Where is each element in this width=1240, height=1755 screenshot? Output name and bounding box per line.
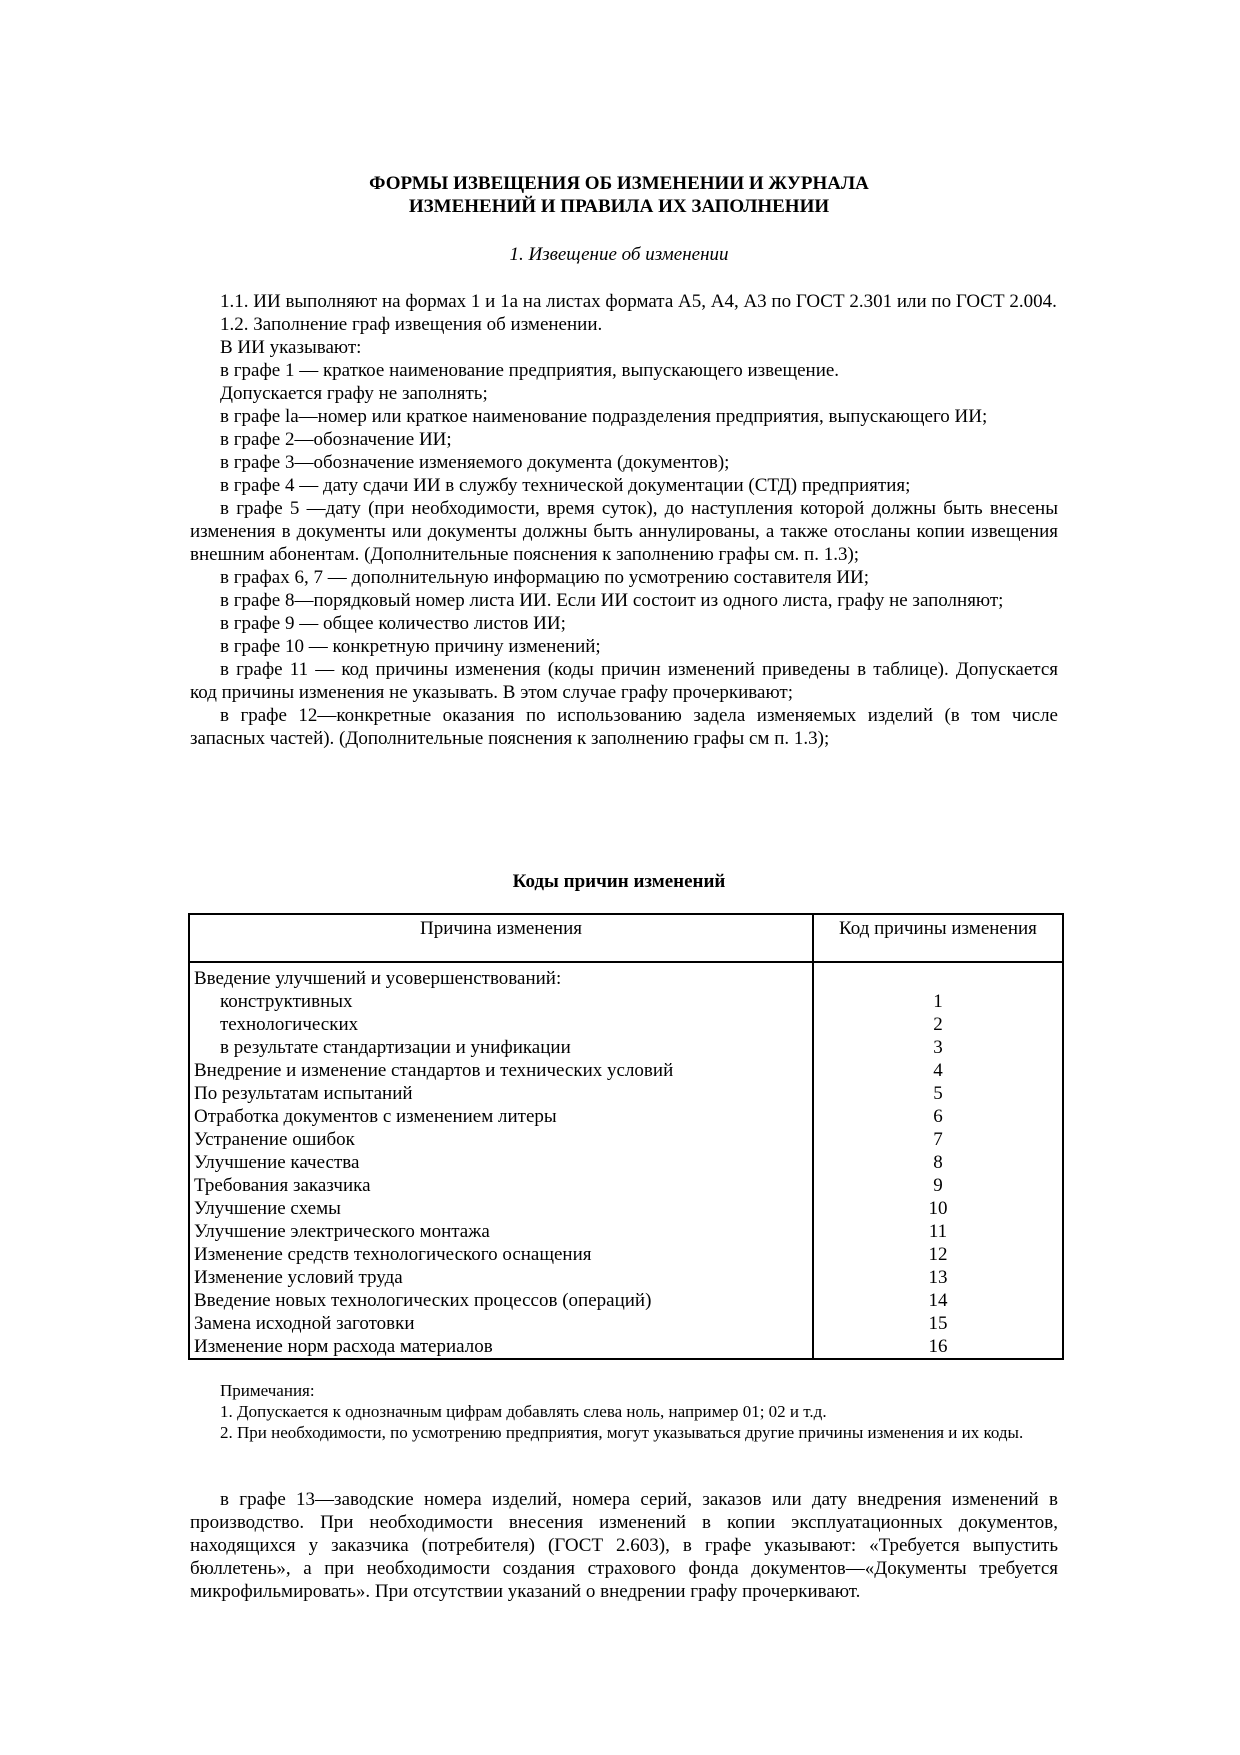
table-row: [189, 1036, 1063, 1059]
table-row: [189, 1335, 1063, 1359]
code-cell: 15: [813, 1312, 1063, 1335]
reason-cell: конструктивных: [189, 990, 813, 1013]
paragraph: В ИИ указывают:: [220, 337, 362, 358]
reason-cell: Улучшение схемы: [189, 1197, 813, 1220]
table-row: [189, 1082, 1063, 1105]
code-cell: 4: [813, 1059, 1063, 1082]
table-row: [189, 1105, 1063, 1128]
table-header-row: [189, 914, 1063, 962]
reason-cell: Улучшение электрического монтажа: [189, 1220, 813, 1243]
reason-cell: Введение улучшений и усовершенствований:: [189, 962, 813, 990]
table-row: [189, 1243, 1063, 1266]
reason-cell: Требования заказчика: [189, 1174, 813, 1197]
table-row: [189, 990, 1063, 1013]
body-text-continued: [190, 1488, 1058, 1603]
table-row: [189, 1220, 1063, 1243]
code-cell: [813, 962, 1063, 990]
paragraph: в графе 12—конкретные оказания по использованию задела изменяемых изделий (в том числе запасных частей). (Дополнительные пояснения к заполнению графы см п. 1.3);: [190, 705, 1058, 749]
reason-cell: Внедрение и изменение стандартов и технических условий: [189, 1059, 813, 1082]
code-cell: 10: [813, 1197, 1063, 1220]
notes-block: [190, 1380, 1058, 1443]
paragraph: в графах 6, 7 — дополнительную информацию по усмотрению составителя ИИ;: [220, 567, 870, 588]
reason-cell: Замена исходной заготовки: [189, 1312, 813, 1335]
reason-cell: Устранение ошибок: [189, 1128, 813, 1151]
table-row: [189, 1289, 1063, 1312]
paragraph: в графе 10 — конкретную причину изменений;: [220, 636, 601, 657]
code-cell: 16: [813, 1335, 1063, 1359]
table-title: Коды причин изменений: [512, 871, 726, 892]
code-cell: 8: [813, 1151, 1063, 1174]
note-item: 1. Допускается к однозначным цифрам добавлять слева ноль, например 01; 02 и т.д.: [220, 1402, 827, 1421]
paragraph: Допускается графу не заполнять;: [220, 383, 488, 404]
code-cell: 6: [813, 1105, 1063, 1128]
code-cell: 7: [813, 1128, 1063, 1151]
reason-cell: Изменение средств технологического оснащения: [189, 1243, 813, 1266]
body-text: [190, 290, 1058, 750]
column-header-reason: Причина изменения: [189, 914, 813, 962]
title-line-1: ФОРМЫ ИЗВЕЩЕНИЯ ОБ ИЗМЕНЕНИИ И ЖУРНАЛА: [369, 173, 869, 194]
table-row: [189, 1174, 1063, 1197]
table-row: [189, 962, 1063, 990]
code-cell: 5: [813, 1082, 1063, 1105]
code-cell: 14: [813, 1289, 1063, 1312]
paragraph: 1.2. Заполнение граф извещения об изменении.: [220, 314, 603, 335]
change-codes-table: [188, 913, 1064, 1360]
table-row: [189, 1013, 1063, 1036]
table-row: [189, 1059, 1063, 1082]
note-item: 2. При необходимости, по усмотрению предприятия, могут указываться другие причины изменения и их коды.: [220, 1423, 1024, 1442]
document-title: [190, 172, 1048, 218]
paragraph: в графе 1 — краткое наименование предприятия, выпускающего извещение.: [220, 360, 840, 381]
paragraph: в графе 2—обозначение ИИ;: [220, 429, 452, 450]
code-cell: 3: [813, 1036, 1063, 1059]
paragraph: в графе 4 — дату сдачи ИИ в службу технической документации (СТД) предприятия;: [220, 475, 911, 496]
paragraph: в графе 9 — общее количество листов ИИ;: [220, 613, 566, 634]
reason-cell: в результате стандартизации и унификации: [189, 1036, 813, 1059]
paragraph: в графе 3—обозначение изменяемого документа (документов);: [220, 452, 730, 473]
code-cell: 11: [813, 1220, 1063, 1243]
reason-cell: Улучшение качества: [189, 1151, 813, 1174]
table-row: [189, 1312, 1063, 1335]
paragraph: в графе 11 — код причины изменения (коды причин изменений приведены в таблице). Допускается код причины изменения не указывать. В этом случае графу прочеркивают;: [190, 659, 1058, 703]
code-cell: 9: [813, 1174, 1063, 1197]
notes-heading: Примечания:: [220, 1381, 315, 1400]
code-cell: 2: [813, 1013, 1063, 1036]
table-row: [189, 1197, 1063, 1220]
section-title: 1. Извещение об изменении: [509, 244, 729, 265]
table-row: [189, 1266, 1063, 1289]
reason-cell: Изменение условий труда: [189, 1266, 813, 1289]
paragraph: в графе 13—заводские номера изделий, номера серий, заказов или дату внедрения изменений в производство. При необходимости внесения изменений в копии эксплуатационных документов, находящихся у заказчика (потребителя) (ГОСТ 2.603), в графе указывают: «Требуется выпустить бюллетень», а при необходимости создания страхового фонда документов—«Документы требуется микрофильмировать». При отсутствии указаний о внедрении графу прочеркивают.: [190, 1489, 1058, 1602]
column-header-code: Код причины изменения: [813, 914, 1063, 962]
reason-cell: Введение новых технологических процессов (операций): [189, 1289, 813, 1312]
reason-cell: Отработка документов с изменением литеры: [189, 1105, 813, 1128]
paragraph: в графе 5 —дату (при необходимости, время суток), до наступления которой должны быть внесены изменения в документы или документы должны быть аннулированы, а также отосланы копии извещения внешним абонентам. (Дополнительные пояснения к заполнению графы см. п. 1.3);: [190, 498, 1058, 565]
paragraph: в графе 8—порядковый номер листа ИИ. Если ИИ состоит из одного листа, графу не заполняют;: [220, 590, 1004, 611]
title-line-2: ИЗМЕНЕНИЙ И ПРАВИЛА ИХ ЗАПОЛНЕНИИ: [408, 196, 830, 217]
code-cell: 13: [813, 1266, 1063, 1289]
code-cell: 12: [813, 1243, 1063, 1266]
paragraph: в графе la—номер или краткое наименование подразделения предприятия, выпускающего ИИ;: [220, 406, 988, 427]
reason-cell: Изменение норм расхода материалов: [189, 1335, 813, 1359]
reason-cell: По результатам испытаний: [189, 1082, 813, 1105]
table-row: [189, 1151, 1063, 1174]
code-cell: 1: [813, 990, 1063, 1013]
reason-cell: технологических: [189, 1013, 813, 1036]
table-row: [189, 1128, 1063, 1151]
paragraph: 1.1. ИИ выполняют на формах 1 и 1а на листах формата А5, А4, А3 по ГОСТ 2.301 или по ГОСТ 2.004.: [220, 291, 1057, 312]
